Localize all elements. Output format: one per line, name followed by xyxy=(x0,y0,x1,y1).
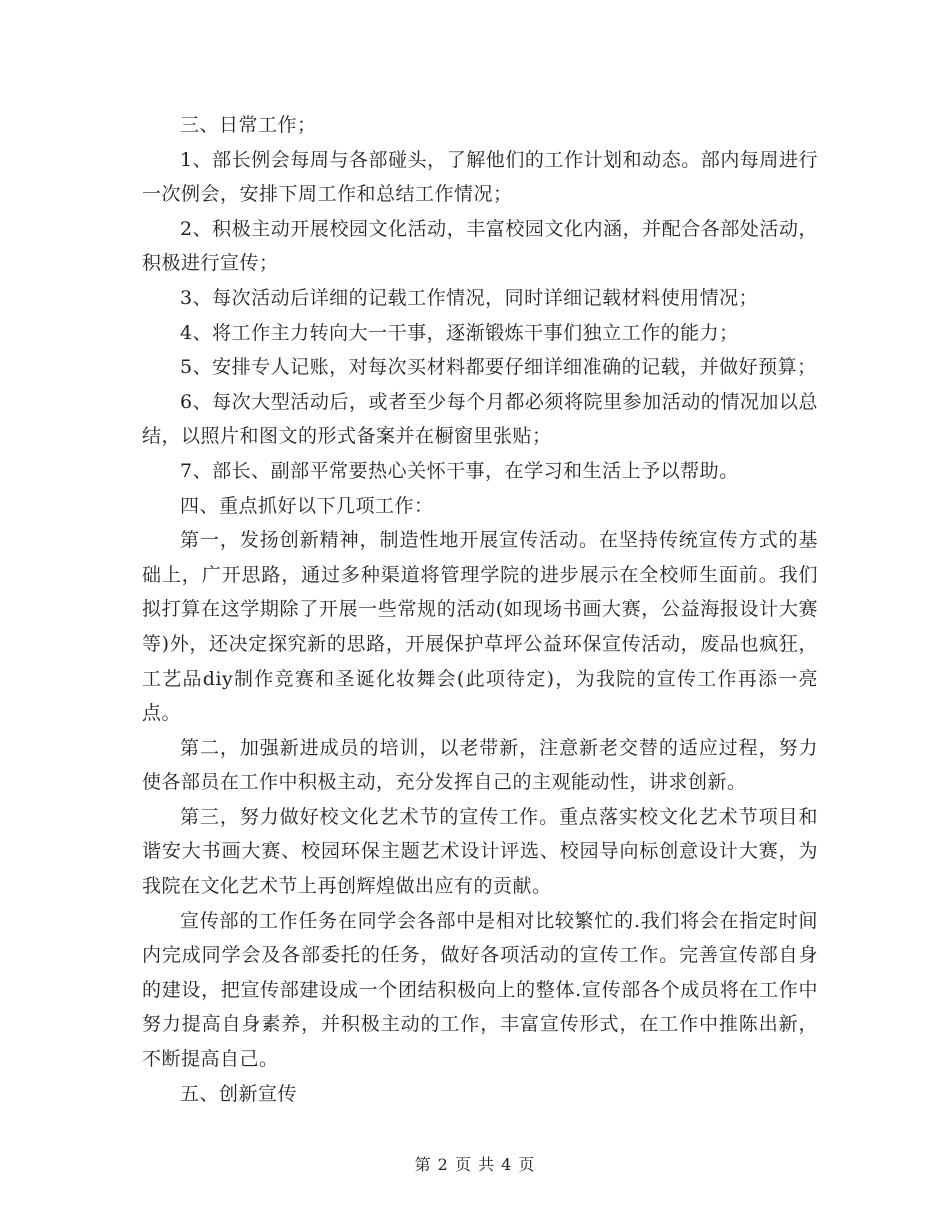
paragraph-second: 第二，加强新进成员的培训，以老带新，注意新老交替的适应过程，努力使各部员在工作中积极主动，充分发挥自己的主观能动性，讲求创新。 xyxy=(142,736,818,794)
list-item-4: 4、将工作主力转向大一干事，逐渐锻炼干事们独立工作的能力； xyxy=(180,321,739,344)
paragraph-first: 第一，发扬创新精神，制造性地开展宣传活动。在坚持传统宣传方式的基础上，广开思路，通过多种渠道将管理学院的进步展示在全校师生面前。我们拟打算在这学期除了开展一些常规的活动(如现场书画大赛，公益海报设计大赛等)外，还决定探究新的思路，开展保护草坪公益环保宣传活动，废品也疯狂，工艺品diy制作竞赛和圣诞化妆舞会(此项待定)，为我院的宣传工作再添一亮点。 xyxy=(142,529,818,725)
list-item-7: 7、部长、副部平常要热心关怀干事，在学习和生活上予以帮助。 xyxy=(180,459,739,482)
section-heading-key-tasks: 四、重点抓好以下几项工作： xyxy=(180,494,434,517)
list-item-1: 1、部长例会每周与各部碰头，了解他们的工作计划和动态。部内每周进行一次例会，安排下周工作和总结工作情况； xyxy=(142,148,818,206)
section-heading-innovation: 五、创新宣传 xyxy=(180,1082,298,1105)
paragraph-third: 第三，努力做好校文化艺术节的宣传工作。重点落实校文化艺术节项目和谐安大书画大赛、校园环保主题艺术设计评选、校园导向标创意设计大赛，为我院在文化艺术节上再创辉煌做出应有的贡献。 xyxy=(142,805,818,898)
document-body xyxy=(142,108,818,1111)
page-number-footer: 第 2 页 共 4 页 xyxy=(414,1155,536,1174)
list-item-5: 5、安排专人记账，对每次买材料都要仔细详细准确的记载，并做好预算； xyxy=(180,356,817,379)
paragraph-summary: 宣传部的工作任务在同学会各部中是相对比较繁忙的.我们将会在指定时间内完成同学会及各部委托的任务，做好各项活动的宣传工作。完善宣传部自身的建设，把宣传部建设成一个团结积极向上的整体.宣传部各个成员将在工作中努力提高自身素养，并积极主动的工作，丰富宣传形式，在工作中推陈出新，不断提高自己。 xyxy=(142,909,818,1071)
list-item-2: 2、积极主动开展校园文化活动，丰富校园文化内涵，并配合各部处活动，积极进行宣传； xyxy=(142,217,818,275)
list-item-6: 6、每次大型活动后，或者至少每个月都必须将院里参加活动的情况加以总结，以照片和图文的形式备案并在橱窗里张贴； xyxy=(142,390,818,448)
section-heading-daily-work: 三、日常工作； xyxy=(180,114,317,136)
list-item-3: 3、每次活动后详细的记载工作情况，同时详细记载材料使用情况； xyxy=(180,286,759,309)
